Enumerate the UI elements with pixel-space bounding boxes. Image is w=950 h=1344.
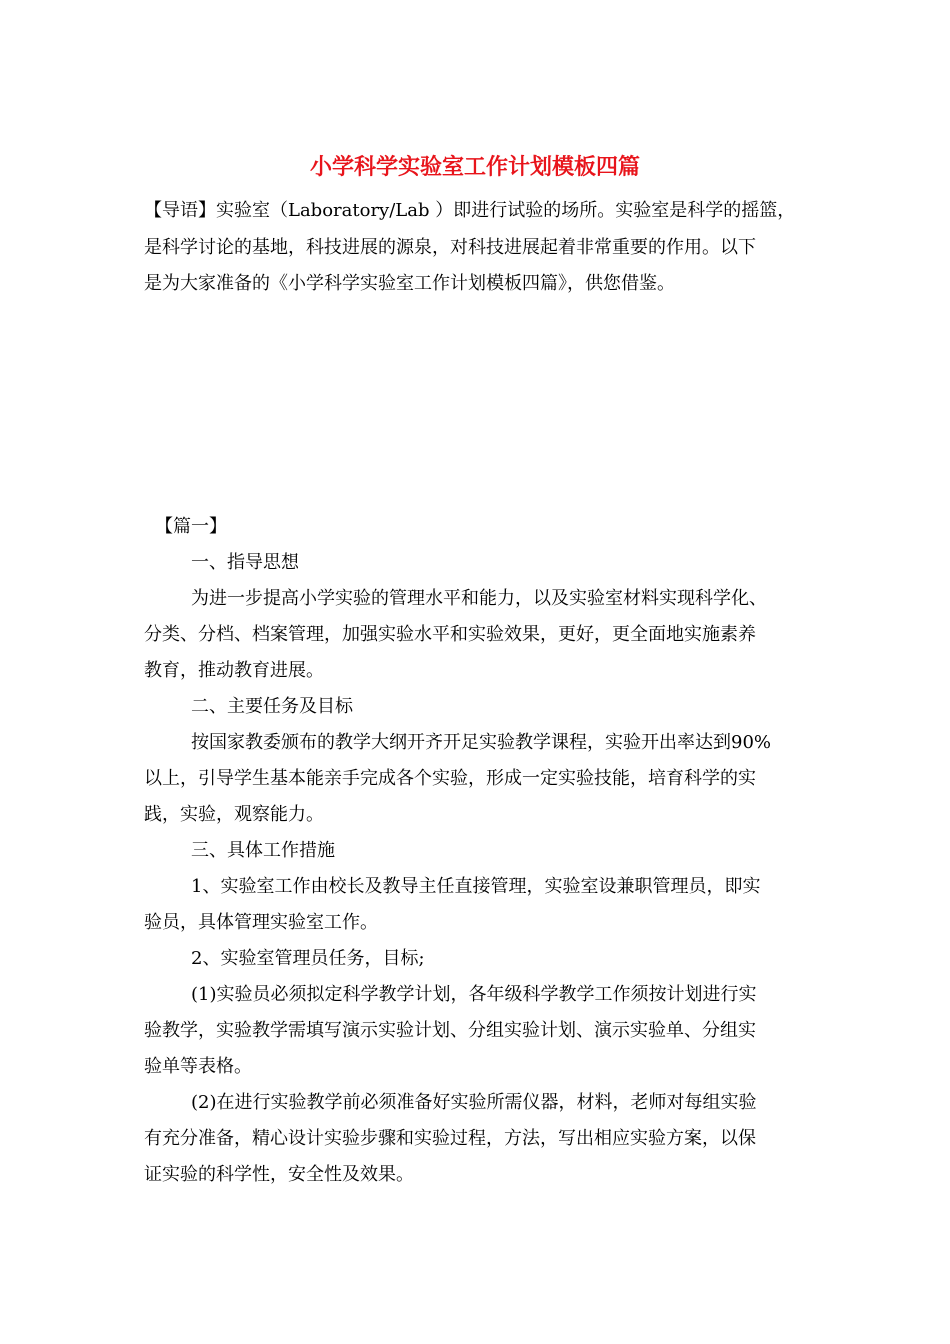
paragraph-line: 为进一步提高小学实验的管理水平和能力，以及实验室材料实现科学化、 bbox=[191, 588, 767, 609]
intro-line-1: 【导语】实验室（Laboratory/Lab ）即进行试验的场所。实验室是科学的摇篮， bbox=[144, 200, 796, 221]
heading-measures: 三、具体工作措施 bbox=[191, 840, 335, 861]
paragraph-line: 按国家教委颁布的教学大纲开齐开足实验教学课程，实验开出率达到90% bbox=[191, 732, 772, 753]
paragraph-line: 有充分准备，精心设计实验步骤和实验过程，方法，写出相应实验方案，以保 bbox=[144, 1128, 756, 1149]
heading-guiding-ideas: 一、指导思想 bbox=[191, 552, 299, 573]
intro-line-3: 是为大家准备的《小学科学实验室工作计划模板四篇》，供您借鉴。 bbox=[144, 273, 675, 294]
paragraph-line: 以上，引导学生基本能亲手完成各个实验，形成一定实验技能，培育科学的实 bbox=[144, 768, 756, 789]
paragraph-line: 验员，具体管理实验室工作。 bbox=[144, 912, 378, 933]
paragraph-line: 教育，推动教育进展。 bbox=[144, 660, 324, 681]
paragraph-line: 分类、分档、档案管理，加强实验水平和实验效果，更好，更全面地实施素养 bbox=[144, 624, 756, 645]
paragraph-line: 2、实验室管理员任务，目标; bbox=[191, 948, 425, 969]
paragraph-line: 验单等表格。 bbox=[144, 1056, 252, 1077]
paragraph-line: (1)实验员必须拟定科学教学计划，各年级科学教学工作须按计划进行实 bbox=[191, 984, 757, 1005]
document-title: 小学科学实验室工作计划模板四篇 bbox=[309, 154, 640, 180]
paragraph-line: 证实验的科学性，安全性及效果。 bbox=[144, 1164, 414, 1185]
intro-line-2: 是科学讨论的基地，科技进展的源泉，对科技进展起着非常重要的作用。以下 bbox=[144, 237, 756, 258]
paragraph-line: 践，实验，观察能力。 bbox=[144, 804, 324, 825]
section-label: 【篇一】 bbox=[155, 516, 227, 537]
paragraph-line: 1、实验室工作由校长及教导主任直接管理，实验室设兼职管理员，即实 bbox=[191, 876, 761, 897]
paragraph-line: 验教学，实验教学需填写演示实验计划、分组实验计划、演示实验单、分组实 bbox=[144, 1020, 756, 1041]
heading-main-tasks: 二、主要任务及目标 bbox=[191, 696, 353, 717]
paragraph-line: (2)在进行实验教学前必须准备好实验所需仪器，材料，老师对每组实验 bbox=[191, 1092, 757, 1113]
